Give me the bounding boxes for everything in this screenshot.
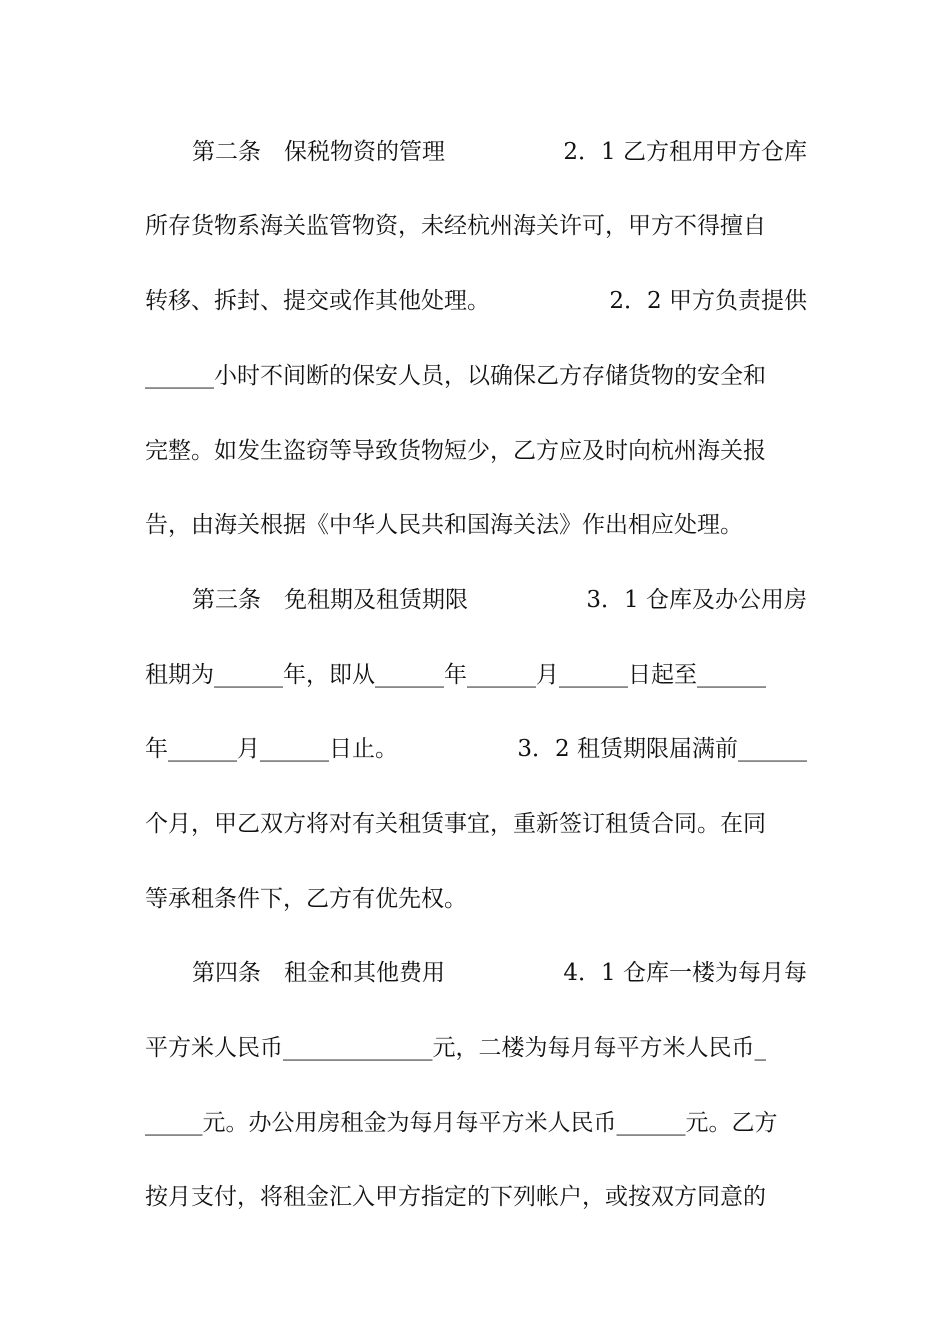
text-line: 完整。如发生盗窃等导致货物短少，乙方应及时向杭州海关报 [145,438,766,464]
clause-2-1-start: 2．1 乙方租用甲方仓库 [563,139,807,165]
text-line: 租期为______年，即从______年______月______日起至______ [145,662,766,688]
text-line: 按月支付，将租金汇入甲方指定的下列帐户，或按双方同意的 [145,1184,766,1210]
article-4-heading-line [192,953,807,993]
text-line: 告，由海关根据《中华人民共和国海关法》作出相应处理。 [145,512,743,538]
text-line: 所存货物系海关监管物资，未经杭州海关许可，甲方不得擅自 [145,213,766,239]
clause-3-1-start: 3．1 仓库及办公用房 [586,587,807,613]
article-4-title: 第四条 租金和其他费用 [192,960,445,986]
clause-4-1-start: 4．1 仓库一楼为每月每 [563,960,807,986]
article-2-heading-line [192,132,807,172]
text-line: 平方米人民币_____________元，二楼为每月每平方米人民币_ [145,1035,766,1061]
clause-2-2-start: 2．2 甲方负责提供 [609,288,807,314]
article-3-title: 第三条 免租期及租赁期限 [192,587,468,613]
text-line: ______小时不间断的保安人员，以确保乙方存储货物的安全和 [145,363,766,389]
article-3-heading-line [192,580,807,620]
text-line: 年______月______日止。 3．2 租赁期限届满前______ [145,729,807,769]
text-line: 个月，甲乙双方将对有关租赁事宜，重新签订租赁合同。在同 [145,811,766,837]
clause-3-2-start: 3．2 租赁期限届满前______ [517,736,807,762]
text-line: 等承租条件下，乙方有优先权。 [145,886,467,912]
text-line: 转移、拆封、提交或作其他处理。 2．2 甲方负责提供 [145,281,807,321]
article-2-title: 第二条 保税物资的管理 [192,139,445,165]
text-line: _____元。办公用房租金为每月每平方米人民币______元。乙方 [145,1110,778,1136]
